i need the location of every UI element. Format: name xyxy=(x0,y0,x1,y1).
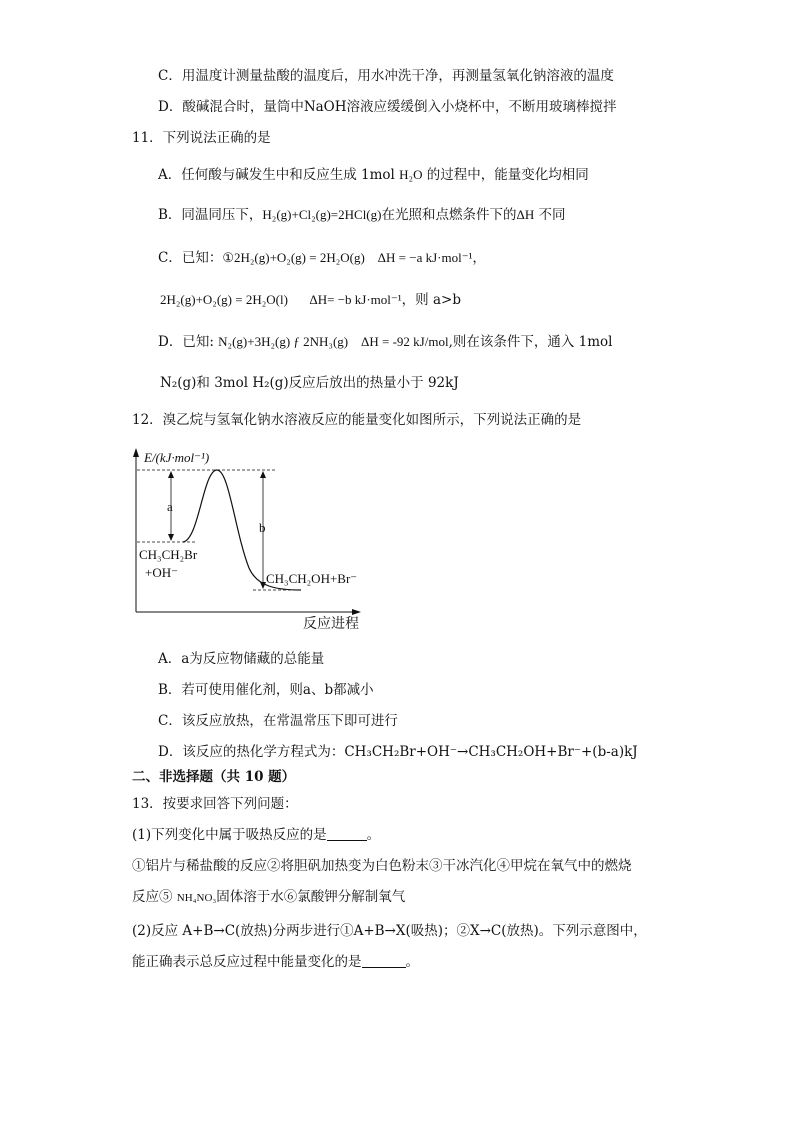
product-label: CH₃CH₂OH+Br⁻ xyxy=(266,571,358,586)
q11-c-dh1: ΔH = −a kJ·mol⁻¹， xyxy=(377,250,486,265)
q13-items-line2 xyxy=(132,888,405,907)
arrow-a-top-icon xyxy=(168,471,174,478)
q11-c-formula1: ①2H₂(g)+O₂(g) = 2H₂O(g) xyxy=(222,250,365,265)
section-2-title: 二、非选择题（共 10 题） xyxy=(132,769,296,785)
q12-option-c: C．该反应放热，在常温常压下即可进行 xyxy=(158,713,398,729)
q12-stem: 12．溴乙烷与氢氧化钠水溶液反应的能量变化如图所示，下列说法正确的是 xyxy=(132,412,582,428)
q11-c-dh2: ΔH= −b kJ·mol⁻¹ xyxy=(309,292,402,307)
label-b: b xyxy=(259,520,266,535)
q13-part1 xyxy=(132,826,380,844)
q11-d-post: ,则在该条件下，通入 1mol xyxy=(448,334,613,350)
q11-c-formula2: 2H₂(g)+O₂(g) = 2H₂O(l) xyxy=(160,292,288,307)
q13-p2-end: 。 xyxy=(405,954,419,970)
q11-a-formula: H₂O xyxy=(399,167,423,182)
q13-part2: (2)反应 A+B→C(放热)分两步进行①A+B→X(吸热)；②X→C(放热)。下列示意图中， xyxy=(132,923,647,939)
q13-items-line1: ①铝片与稀盐酸的反应②将胆矾加热变为白色粉末③干冰汽化④甲烷在氧气中的燃烧 xyxy=(132,858,632,874)
energy-diagram xyxy=(125,440,375,635)
q12-option-d: D．该反应的热化学方程式为：CH₃CH₂Br+OH⁻→CH₃CH₂OH+Br⁻+(b-a)kJ xyxy=(158,744,638,760)
q12-option-a: A．a为反应物储藏的总能量 xyxy=(158,651,325,667)
x-axis-label: 反应进程 xyxy=(303,616,359,632)
q13-p2-line2-text: 能正确表示总反应过程中能量变化的是 xyxy=(132,954,362,970)
reactant-label-2: +OH⁻ xyxy=(145,565,178,580)
q11-b-post: 在光照和点燃条件下的 xyxy=(381,207,517,223)
answer-blank-2[interactable] xyxy=(362,955,406,968)
reactant-label-1: CH₃CH₂Br xyxy=(139,547,198,562)
q11-d-formula: N₂(g)+3H₂(g) ƒ 2NH₃(g) xyxy=(218,334,349,349)
q10-option-d: D．酸碱混合时，量筒中NaOH溶液应缓缓倒入小烧杯中，不断用玻璃棒搅拌 xyxy=(158,99,617,115)
q11-option-a xyxy=(158,166,589,184)
q12-option-b: B．若可使用催化剂，则a、b都减小 xyxy=(158,682,374,698)
label-a: a xyxy=(167,499,173,514)
q13-p1-end: 。 xyxy=(366,827,381,843)
arrow-a-bottom-icon xyxy=(168,534,174,541)
q10-option-c: C．用温度计测量盐酸的温度后，用水冲洗干净，再测量氢氧化钠溶液的温度 xyxy=(158,68,614,84)
q13-items-formula: NH₄NO₃ xyxy=(176,892,217,904)
y-axis-arrow-icon xyxy=(133,448,139,457)
q11-a-post: 的过程中，能量变化均相同 xyxy=(422,167,589,183)
q11-option-d xyxy=(158,333,613,351)
q11-option-d-line2: N₂(g)和 3mol H₂(g)反应后放出的热量小于 92kJ xyxy=(160,375,459,391)
q11-b-dh: ΔH xyxy=(516,207,535,222)
q11-b-pre: B．同温同压下， xyxy=(158,207,263,223)
q13-items-pre: 反应⑤ xyxy=(132,889,177,905)
q11-option-b xyxy=(158,206,566,224)
q13-items-post: 固体溶于水⑥氯酸钾分解制氧气 xyxy=(216,889,406,905)
q11-b-end: 不同 xyxy=(534,207,566,223)
answer-blank-1[interactable] xyxy=(327,828,367,841)
q11-d-pre: D．已知: xyxy=(158,334,219,350)
q11-d-dh: ΔH = -92 kJ/mol xyxy=(361,334,449,349)
q11-option-c xyxy=(158,249,485,267)
q13-part2-line2 xyxy=(132,953,419,971)
q11-a-pre: A．任何酸与碱发生中和反应生成 1mol xyxy=(158,167,400,183)
q13-p1-text: (1)下列变化中属于吸热反应的是 xyxy=(132,827,327,843)
q13-stem: 13．按要求回答下列问题： xyxy=(132,796,298,812)
y-axis-label: E/(kJ·mol⁻¹) xyxy=(144,450,210,465)
q11-option-c-line2 xyxy=(160,291,461,309)
q11-stem: 11．下列说法正确的是 xyxy=(132,130,271,146)
q11-c-end: ，则 a>b xyxy=(401,292,461,308)
q11-c-pre: C．已知： xyxy=(158,250,223,266)
q11-b-formula: H₂(g)+Cl₂(g)=2HCl(g) xyxy=(262,207,382,222)
arrow-b-top-icon xyxy=(260,471,266,478)
